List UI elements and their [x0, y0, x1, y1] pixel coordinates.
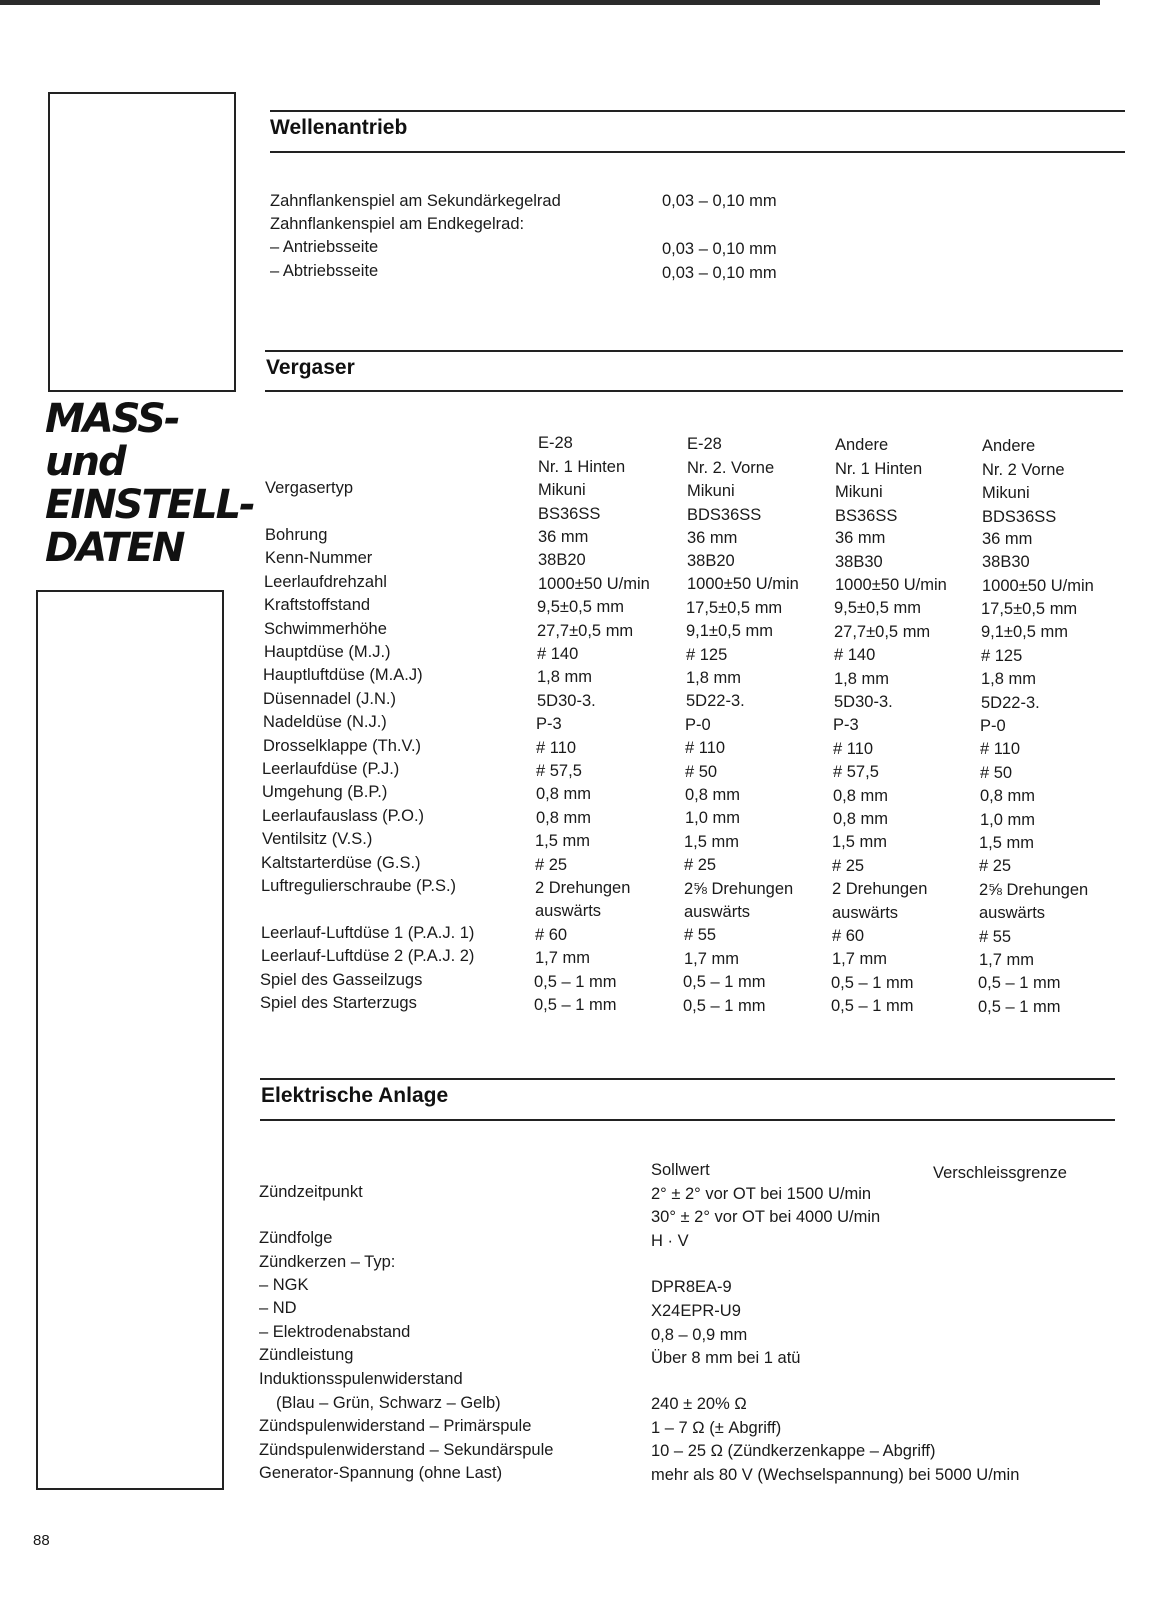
elektrik-header-sollwert: Sollwert — [651, 1161, 710, 1179]
section-rule — [270, 110, 1125, 112]
vergaser-cell: 36 mm — [538, 528, 589, 546]
vergaser-cell: 38B30 — [835, 552, 883, 571]
section-title-vergaser: Vergaser — [266, 356, 355, 379]
vergaser-cell: 27,7±0,5 mm — [834, 622, 931, 641]
vergaser-cell: 1,0 mm — [685, 809, 741, 828]
elektrik-header-limit: Verschleissgrenze — [933, 1164, 1067, 1182]
vergaser-cell: 27,7±0,5 mm — [537, 621, 634, 640]
top-edge-bar — [0, 0, 1100, 5]
vergaser-row-label: Düsennadel (J.N.) — [263, 689, 396, 708]
vergaser-cell: 5D22-3. — [686, 692, 745, 711]
vergaser-cell: # 55 — [979, 927, 1012, 946]
vergaser-cell: # 110 — [685, 739, 726, 758]
elektrik-label: Induktionsspulenwiderstand — [259, 1370, 463, 1388]
wellenantrieb-value: 0,03 – 0,10 mm — [662, 264, 777, 282]
vergaser-column-header-line: Mikuni — [687, 482, 735, 500]
elektrik-value: 240 ± 20% Ω — [651, 1395, 747, 1413]
section-rule — [260, 1078, 1115, 1080]
elektrik-value: X24EPR-U9 — [651, 1302, 741, 1320]
wellenantrieb-label: – Abtriebsseite — [270, 262, 379, 280]
vergaser-cell: 2⅝ Drehungen — [979, 880, 1089, 899]
vergaser-cell: 0,5 – 1 mm — [831, 973, 914, 992]
vergaser-cell: 0,5 – 1 mm — [978, 997, 1061, 1016]
vergaser-cell: 36 mm — [687, 528, 738, 547]
elektrik-value: mehr als 80 V (Wechselspannung) bei 5000 U/min — [651, 1466, 1020, 1484]
vergaser-cell: auswärts — [535, 902, 602, 921]
vergaser-cell: # 110 — [536, 738, 577, 757]
vergaser-cell: 1000±50 U/min — [835, 576, 947, 594]
wellenantrieb-value: 0,03 – 0,10 mm — [662, 240, 777, 258]
vergaser-cell: 0,5 – 1 mm — [978, 974, 1061, 993]
vergaser-cell: 0,8 mm — [980, 787, 1036, 806]
vergaser-row-label: Hauptluftdüse (M.A.J) — [263, 666, 423, 685]
vergaser-cell: 2 Drehungen — [535, 879, 631, 897]
vergaser-cell: 0,8 mm — [685, 786, 741, 804]
elektrik-value: 30° ± 2° vor OT bei 4000 U/min — [651, 1208, 881, 1226]
vergaser-cell: # 110 — [980, 740, 1021, 759]
vergaser-cell: 0,5 – 1 mm — [683, 996, 766, 1015]
wellenantrieb-label: Zahnflankenspiel am Endkegelrad: — [270, 215, 525, 233]
vergaser-cell: P-0 — [685, 715, 711, 734]
vergaser-row-label: Hauptdüse (M.J.) — [264, 643, 391, 661]
vergaser-row-label: Spiel des Gasseilzugs — [260, 970, 423, 989]
vergaser-cell: 2⅝ Drehungen — [684, 879, 794, 898]
vergaser-cell: # 125 — [686, 645, 728, 664]
vergaser-cell: 36 mm — [982, 529, 1033, 548]
vergaser-cell: # 50 — [685, 762, 718, 781]
vergaser-cell: auswärts — [832, 903, 899, 922]
elektrik-label: (Blau – Grün, Schwarz – Gelb) — [276, 1394, 501, 1412]
elektrik-label: – NGK — [259, 1276, 309, 1294]
vergaser-cell: 0,8 mm — [833, 810, 889, 828]
elektrik-value: 1 – 7 Ω (± Abgriff) — [651, 1419, 782, 1437]
wellenantrieb-label: Zahnflankenspiel am Sekundärkegelrad — [270, 192, 561, 210]
vergaser-cell: 1,7 mm — [832, 950, 888, 969]
vergaser-cell: # 60 — [832, 927, 865, 945]
vergaser-cell: 1000±50 U/min — [982, 576, 1094, 595]
vergaser-column-header-line: BS36SS — [835, 506, 898, 525]
vergaser-column-header-line: Andere — [982, 437, 1036, 455]
vergaser-column-header-line: Nr. 2. Vorne — [687, 458, 775, 477]
vergaser-cell: # 50 — [980, 763, 1013, 782]
vergaser-cell: 1,8 mm — [834, 669, 890, 688]
vergaser-cell: 17,5±0,5 mm — [686, 598, 783, 617]
vergaser-cell: 0,8 mm — [536, 785, 592, 804]
vergaser-cell: # 55 — [684, 926, 717, 945]
vergaser-column-header-line: Mikuni — [835, 483, 883, 501]
page-number: 88 — [33, 1532, 50, 1549]
vergaser-cell: # 57,5 — [536, 762, 582, 780]
vergaser-cell: 1,5 mm — [535, 832, 591, 851]
vergaser-cell: auswärts — [979, 904, 1046, 923]
vergaser-row-label: Kraftstoffstand — [264, 596, 371, 615]
vergaser-column-header-line: BDS36SS — [687, 505, 762, 524]
vergaser-row-label: Kenn-Nummer — [265, 549, 373, 568]
side-title-line: und — [45, 439, 125, 485]
vergaser-cell: 0,8 mm — [833, 786, 889, 805]
vergaser-column-header-line: Nr. 1 Hinten — [835, 459, 923, 478]
vergaser-row-label: Spiel des Starterzugs — [260, 994, 417, 1012]
elektrik-value: H · V — [651, 1232, 689, 1250]
elektrik-label: Generator-Spannung (ohne Last) — [259, 1464, 503, 1482]
vergaser-cell: 5D30-3. — [834, 693, 893, 711]
vergaser-row-label: Ventilsitz (V.S.) — [262, 830, 373, 849]
vergaser-column-header-line: Mikuni — [982, 484, 1030, 502]
vergaser-column-header-line: Nr. 2 Vorne — [982, 460, 1065, 479]
vergaser-cell: auswärts — [684, 903, 751, 921]
vergaser-column-header-line: E-28 — [687, 435, 722, 453]
vergaser-cell: 1,5 mm — [832, 833, 888, 852]
elektrik-label: Zündfolge — [259, 1229, 333, 1247]
wellenantrieb-label: – Antriebsseite — [270, 238, 379, 256]
vergaser-row-label: Nadeldüse (N.J.) — [263, 713, 387, 732]
vergaser-cell: 38B30 — [982, 553, 1030, 572]
vergaser-cell: 1,7 mm — [535, 949, 591, 968]
vergaser-cell: 36 mm — [835, 529, 886, 548]
elektrik-label: Zündspulenwiderstand – Primärspule — [259, 1417, 532, 1435]
vergaser-row-label: Leerlauf-Luftdüse 1 (P.A.J. 1) — [261, 923, 475, 942]
vergaser-type-label: Vergasertyp — [265, 479, 354, 497]
vergaser-cell: # 25 — [535, 855, 568, 874]
sidebar-frame-top — [48, 92, 236, 392]
vergaser-cell: 1,0 mm — [980, 810, 1036, 829]
section-rule — [270, 151, 1125, 153]
vergaser-cell: 0,5 – 1 mm — [831, 997, 914, 1016]
vergaser-cell: 5D30-3. — [537, 691, 596, 710]
vergaser-cell: 9,5±0,5 mm — [834, 599, 922, 618]
vergaser-cell: # 25 — [832, 856, 865, 875]
vergaser-cell: 1000±50 U/min — [687, 575, 799, 594]
vergaser-column-header-line: BS36SS — [538, 504, 601, 523]
vergaser-row-label: Bohrung — [265, 526, 328, 544]
vergaser-cell: 38B20 — [538, 551, 586, 570]
vergaser-row-label: Schwimmerhöhe — [264, 619, 387, 638]
vergaser-row-label: Umgehung (B.P.) — [262, 783, 388, 802]
vergaser-cell: 0,5 – 1 mm — [683, 973, 766, 992]
vergaser-column-header-line: BDS36SS — [982, 507, 1057, 526]
vergaser-column-header-line: Mikuni — [538, 481, 586, 499]
elektrik-value: 2° ± 2° vor OT bei 1500 U/min — [651, 1185, 872, 1203]
vergaser-row-label: Leerlaufdrehzahl — [264, 572, 387, 591]
vergaser-cell: 9,5±0,5 mm — [537, 598, 625, 617]
vergaser-row-label: Leerlauf-Luftdüse 2 (P.A.J. 2) — [261, 947, 475, 966]
vergaser-cell: 17,5±0,5 mm — [981, 600, 1078, 618]
section-rule — [265, 390, 1123, 392]
side-title-line: EINSTELL- — [45, 482, 254, 528]
section-rule — [260, 1119, 1115, 1121]
side-title — [45, 396, 254, 571]
elektrik-value: 0,8 – 0,9 mm — [651, 1326, 748, 1344]
elektrik-label: – ND — [259, 1299, 297, 1317]
vergaser-cell: 0,5 – 1 mm — [534, 996, 617, 1014]
elektrik-label: Zündzeitpunkt — [259, 1183, 363, 1201]
elektrik-value: Über 8 mm bei 1 atü — [651, 1349, 801, 1367]
section-title-wellenantrieb: Wellenantrieb — [270, 116, 408, 139]
vergaser-cell: 1,7 mm — [979, 951, 1035, 969]
vergaser-cell: 1,7 mm — [684, 949, 740, 968]
vergaser-cell: 1,5 mm — [979, 834, 1035, 852]
vergaser-cell: # 140 — [537, 645, 579, 663]
vergaser-cell: P-3 — [536, 715, 562, 734]
side-title-line: DATEN — [45, 525, 184, 571]
elektrik-value: DPR8EA-9 — [651, 1278, 732, 1296]
vergaser-cell: # 60 — [535, 925, 568, 944]
wellenantrieb-value: 0,03 – 0,10 mm — [662, 192, 777, 210]
vergaser-cell: 5D22-3. — [981, 693, 1040, 712]
elektrik-label: – Elektrodenabstand — [259, 1323, 411, 1341]
vergaser-cell: P-3 — [833, 716, 859, 735]
vergaser-cell: 0,5 – 1 mm — [534, 972, 617, 991]
vergaser-cell: 9,1±0,5 mm — [686, 622, 774, 641]
vergaser-column-header-line: Nr. 1 Hinten — [538, 457, 626, 476]
vergaser-cell: 2 Drehungen — [832, 880, 928, 899]
vergaser-row-label: Leerlaufdüse (P.J.) — [262, 760, 400, 778]
vergaser-cell: 1,5 mm — [684, 832, 740, 851]
vergaser-cell: 0,8 mm — [536, 808, 592, 827]
vergaser-cell: # 110 — [833, 739, 874, 758]
vergaser-cell: 1,8 mm — [981, 670, 1037, 689]
vergaser-cell: # 57,5 — [833, 763, 879, 782]
vergaser-column-header-line: Andere — [835, 436, 889, 454]
vergaser-cell: 1000±50 U/min — [538, 574, 650, 593]
vergaser-column-header-line: E-28 — [538, 434, 573, 452]
vergaser-cell: # 25 — [979, 857, 1012, 876]
vergaser-row-label: Kaltstarterdüse (G.S.) — [261, 853, 421, 872]
elektrik-label: Zündkerzen – Typ: — [259, 1253, 396, 1271]
vergaser-cell: P-0 — [980, 717, 1006, 735]
elektrik-label: Zündleistung — [259, 1346, 354, 1364]
vergaser-row-label: Luftregulierschraube (P.S.) — [261, 877, 457, 895]
section-rule — [265, 350, 1123, 352]
side-title-line: MASS- — [45, 396, 179, 442]
vergaser-row-label: Leerlaufauslass (P.O.) — [262, 806, 425, 825]
vergaser-cell: 9,1±0,5 mm — [981, 623, 1069, 642]
vergaser-cell: 1,8 mm — [686, 669, 742, 687]
elektrik-label: Zündspulenwiderstand – Sekundärspule — [259, 1441, 554, 1459]
sidebar-frame-bottom — [36, 590, 224, 1490]
vergaser-cell: 38B20 — [687, 552, 735, 570]
elektrik-value: 10 – 25 Ω (Zündkerzenkappe – Abgriff) — [651, 1442, 936, 1460]
vergaser-cell: # 25 — [684, 856, 717, 875]
section-title-elektrik: Elektrische Anlage — [261, 1084, 449, 1107]
vergaser-cell: 1,8 mm — [537, 668, 593, 687]
vergaser-cell: # 140 — [834, 646, 876, 665]
vergaser-row-label: Drosselklappe (Th.V.) — [263, 736, 422, 755]
vergaser-cell: # 125 — [981, 646, 1023, 665]
